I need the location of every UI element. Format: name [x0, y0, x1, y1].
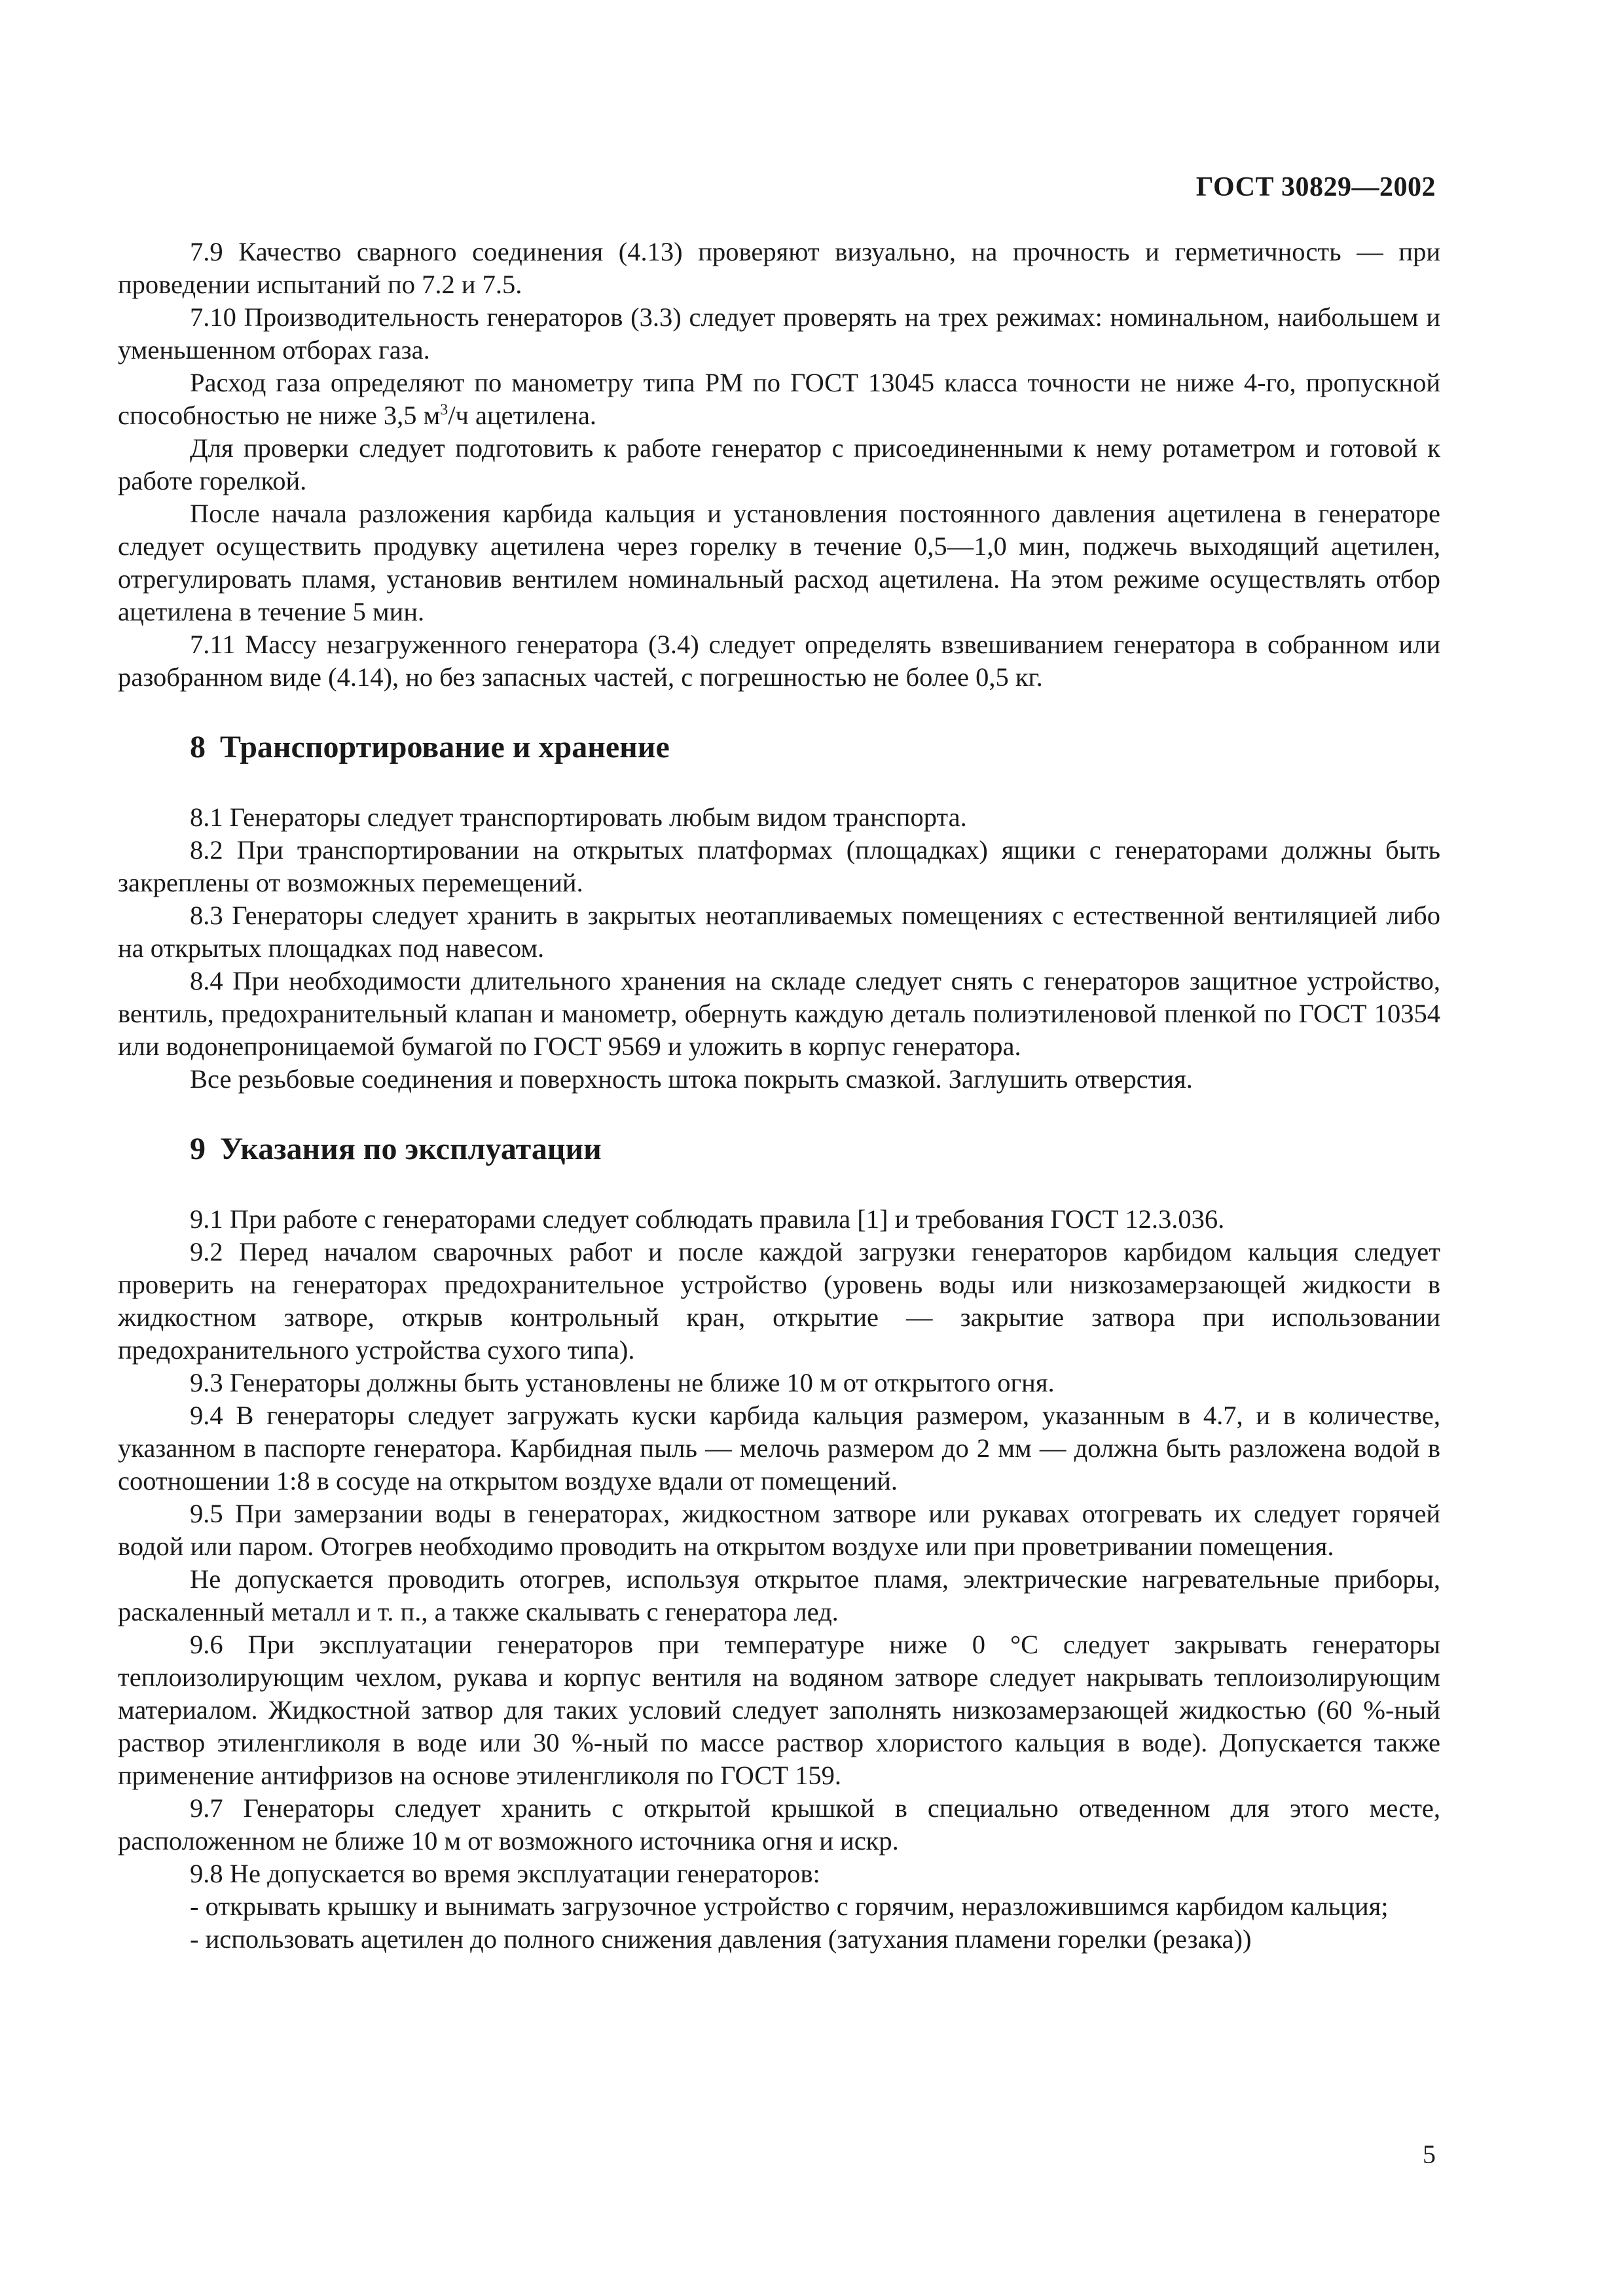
paragraph-8-3: 8.3 Генераторы следует хранить в закрытых неотапливаемых помещениях с естественной вентиляцией либо на открытых площадках под навесом.	[118, 901, 1440, 963]
section-8-heading	[118, 728, 1440, 767]
paragraph-9-1: 9.1 При работе с генераторами следует соблюдать правила [1] и требования ГОСТ 12.3.036.	[190, 1204, 1225, 1234]
section-9-heading	[118, 1130, 1440, 1169]
paragraph-9-5: 9.5 При замерзании воды в генераторах, жидкостном затворе или рукавах отогревать их следует горячей водой или паром. Отогрев необходимо проводить на открытом воздухе или при проветривании помещения.	[118, 1499, 1440, 1561]
page-number: 5	[1423, 2140, 1436, 2169]
list-item: - открывать крышку и вынимать загрузочное устройство с горячим, неразложившимся карбидом кальция;	[190, 1892, 1389, 1921]
cubic-superscript: 3	[440, 401, 448, 419]
section-title: Транспортирование и хранение	[220, 730, 670, 764]
section-number: 9	[190, 1132, 206, 1166]
document-body	[118, 236, 1440, 1956]
paragraph-9-3: 9.3 Генераторы должны быть установлены не ближе 10 м от открытого огня.	[190, 1368, 1055, 1397]
paragraph-9-8: 9.8 Не допускается во время эксплуатации генераторов:	[190, 1859, 820, 1888]
paragraph-7-10-setup: Для проверки следует подготовить к работе генератор с присоединенными к нему ротаметром и готовой к работе горелкой.	[118, 433, 1440, 495]
paragraph-7-10: 7.10 Производительность генераторов (3.3) следует проверять на трех режимах: номинальном, наибольшем и уменьшенном отборах газа.	[118, 302, 1440, 365]
paragraph-7-11: 7.11 Массу незагруженного генератора (3.4) следует определять взвешиванием генератора в собранном или разобранном виде (4.14), но без запасных частей, с погрешностью не более 0,5 кг.	[118, 630, 1440, 692]
list-item: - использовать ацетилен до полного снижения давления (затухания пламени горелки (резака))	[190, 1924, 1252, 1954]
section-number: 8	[190, 730, 206, 764]
paragraph-8-1: 8.1 Генераторы следует транспортировать любым видом транспорта.	[190, 802, 967, 832]
paragraph-9-4: 9.4 В генераторы следует загружать куски карбида кальция размером, указанным в 4.7, и в количестве, указанном в паспорте генератора. Карбидная пыль — мелочь размером до 2 мм — должна быть разложена водой в соотношении 1:8 в сосуде на открытом воздухе вдали от помещений.	[118, 1401, 1440, 1496]
paragraph-7-10-procedure: После начала разложения карбида кальция и установления постоянного давления ацетилена в генераторе следует осуществить продувку ацетилена через горелку в течение 0,5—1,0 мин, поджечь выходящий ацетилен, отрегулировать пламя, установив вентилем номинальный расход ацетилена. На этом режиме осуществлять отбор ацетилена в течение 5 мин.	[118, 499, 1440, 626]
paragraph-8-4-note: Все резьбовые соединения и поверхность штока покрыть смазкой. Заглушить отверстия.	[190, 1064, 1193, 1094]
standard-header: ГОСТ 30829—2002	[1195, 172, 1436, 202]
paragraph-9-6: 9.6 При эксплуатации генераторов при температуре ниже 0 °С следует закрывать генераторы теплоизолирующим чехлом, рукава и корпус вентиля на водяном затворе следует накрывать теплоизолирующим материалом. Жидкостной затвор для таких условий следует заполнять низкозамерзающей жидкостью (60 %-ный раствор этиленгликоля в воде или 30 %-ный по массе раствор хлористого кальция в воде). Допускается также применение антифризов на основе этиленгликоля по ГОСТ 159.	[118, 1630, 1440, 1790]
flow-text: Расход газа определяют по манометру типа РМ по ГОСТ 13045 класса точности не ниже 4-го, пропускной способностью не ниже 3,5 м	[118, 368, 1440, 430]
paragraph-9-2: 9.2 Перед началом сварочных работ и после каждой загрузки генераторов карбидом кальция следует проверить на генераторах предохранительное устройство (уровень воды или низкозамерзающей жидкости в жидкостном затворе, открыв контрольный кран, открытие — закрытие затвора при использовании предохранительного устройства сухого типа).	[118, 1237, 1440, 1365]
paragraph-8-2: 8.2 При транспортировании на открытых платформах (площадках) ящики с генераторами должны быть закреплены от возможных перемещений.	[118, 835, 1440, 897]
paragraph-8-4: 8.4 При необходимости длительного хранения на складе следует снять с генераторов защитное устройство, вентиль, предохранительный клапан и манометр, обернуть каждую деталь полиэтиленовой пленкой по ГОСТ 10354 или водонепроницаемой бумагой по ГОСТ 9569 и уложить в корпус генератора.	[118, 966, 1440, 1061]
paragraph-7-9: 7.9 Качество сварного соединения (4.13) проверяют визуально, на прочность и герметичность — при проведении испытаний по 7.2 и 7.5.	[118, 237, 1440, 299]
paragraph-9-5-note: Не допускается проводить отогрев, используя открытое пламя, электрические нагревательные приборы, раскаленный металл и т. п., а также скалывать с генератора лед.	[118, 1564, 1440, 1626]
paragraph-9-7: 9.7 Генераторы следует хранить с открытой крышкой в специально отведенном для этого месте, расположенном не ближе 10 м от возможного источника огня и искр.	[118, 1793, 1440, 1856]
flow-text-end: /ч ацетилена.	[448, 401, 596, 430]
section-title: Указания по эксплуатации	[220, 1132, 602, 1166]
paragraph-7-10-flow	[118, 367, 1440, 432]
